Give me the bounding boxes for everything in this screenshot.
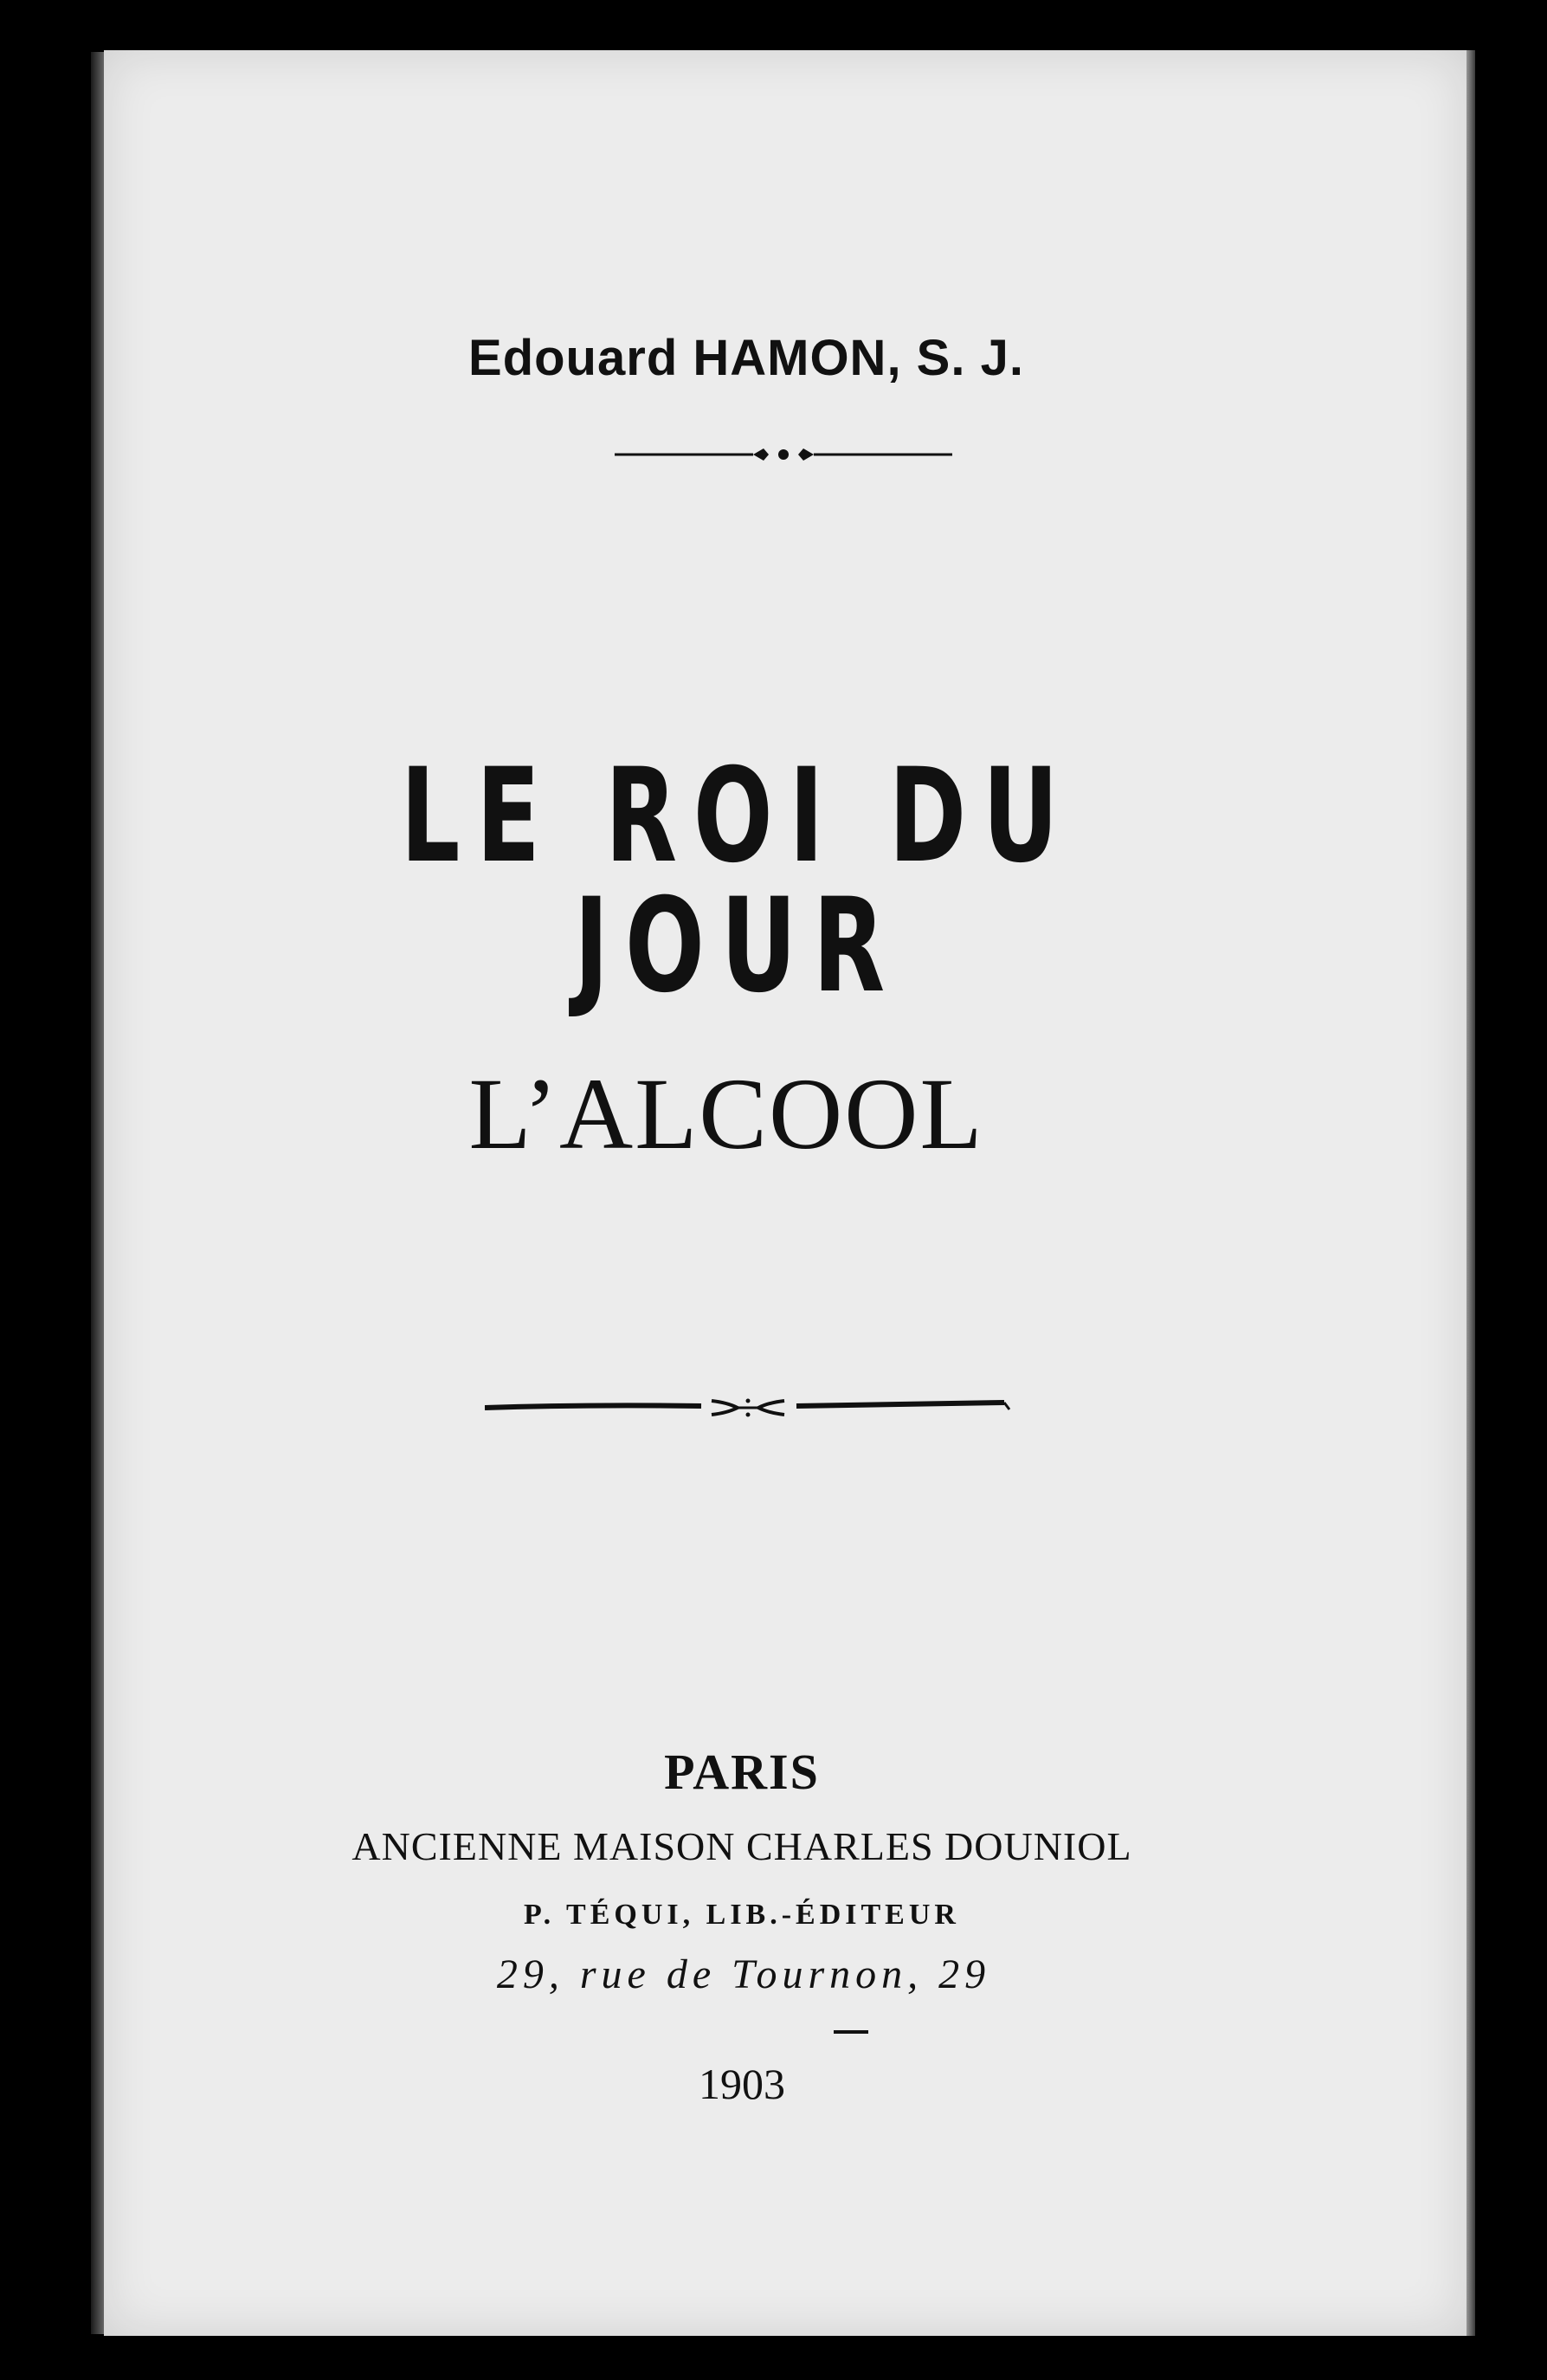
small-ornament-divider (615, 442, 952, 468)
imprint-bookseller: P. TÉQUI, LIB.-ÉDITEUR (524, 1899, 960, 1931)
author-name: Edouard HAMON, S. J. (468, 330, 1024, 386)
imprint-address: 29, rue de Tournon, 29 (496, 1951, 991, 1997)
book-title: LE ROI DU JOUR (400, 741, 1075, 1022)
imprint-place: PARIS (664, 1744, 820, 1800)
title-page (104, 50, 1466, 2336)
imprint-year: 1903 (699, 2060, 785, 2108)
large-ornament-divider (485, 1390, 1013, 1425)
imprint-dash (834, 2030, 868, 2034)
book-subtitle: L’ALCOOL (468, 1057, 984, 1171)
imprint-publisher: ANCIENNE MAISON CHARLES DOUNIOL (351, 1824, 1132, 1868)
